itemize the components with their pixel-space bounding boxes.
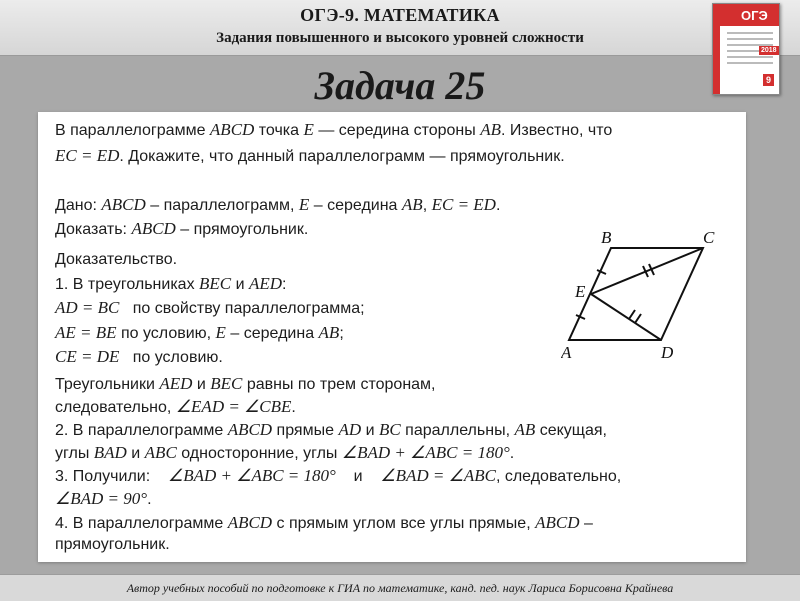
book-year-badge: 2018 (761, 47, 777, 54)
proof-equality-ce-de: CE = DE по условию. (55, 347, 223, 366)
proof-step-2-line-1: 2. В параллелограмме ABCD прямые AD и BC параллельны, AB секущая, (55, 420, 607, 439)
tick-ed-2 (635, 314, 641, 323)
proof-step-2-line-2: углы BAD и ABC односторонние, углы ∠BAD + ∠ABC = 180°. (55, 443, 515, 462)
label-a: A (561, 343, 572, 362)
proof-step-3-line-2: ∠BAD = 90°. (55, 489, 152, 508)
given-line: Дано: ABCD – параллелограмм, E – середина AB, EC = ED. (55, 195, 501, 214)
proof-step-1-intro: 1. В треугольниках BEC и AED: (55, 274, 287, 293)
proof-step-4-line-2: прямоугольник. (55, 536, 170, 553)
label-d: D (661, 343, 674, 362)
footer-author-credit: Автор учебных пособий по подготовке к ГИА по математике, канд. пед. наук Лариса Борисовна Крайнева (126, 581, 674, 595)
header-subtitle: Задания повышенного и высокого уровней сложности (216, 30, 584, 46)
proof-step-4-line-1: 4. В параллелограмме ABCD с прямым углом все углы прямые, ABCD – (55, 513, 593, 532)
slide-title: Задача 25 (314, 63, 486, 108)
tick-ed-1 (629, 310, 635, 319)
book-grade-badge: 9 (763, 74, 774, 86)
label-c: C (703, 230, 715, 247)
proof-angle-conclusion: следовательно, ∠EAD = ∠CBE. (55, 397, 296, 416)
label-b: B (601, 230, 612, 247)
proof-step-3-line-1: 3. Получили: ∠BAD + ∠ABC = 180° и ∠BAD = ∠ABC, следовательно, (55, 466, 622, 485)
problem-card (38, 112, 746, 562)
header-bar (0, 0, 800, 56)
label-e: E (575, 282, 586, 301)
book-title: ОГЭ (741, 8, 768, 23)
proof-congruence-line: Треугольники AED и BEC равны по трем сторонам, (55, 374, 436, 393)
footer-bar (0, 574, 800, 601)
problem-statement-line-1: В параллелограмме ABCD точка E — середина стороны AB. Известно, что (55, 120, 613, 139)
parallelogram-figure (561, 230, 745, 370)
prove-line: Доказать: ABCD – прямоугольник. (55, 219, 309, 238)
header-course-title: ОГЭ-9. МАТЕМАТИКА (300, 5, 500, 25)
proof-equality-ad-bc: AD = BC по свойству параллелограмма; (55, 298, 365, 317)
parallelogram-abcd (569, 248, 703, 340)
problem-statement-line-2: EC = ED. Докажите, что данный параллелограмм — прямоугольник. (55, 146, 565, 165)
proof-heading: Доказательство. (55, 251, 178, 268)
segment-ed (591, 294, 661, 340)
proof-equality-ae-be: AE = BE по условию, E – середина AB; (55, 323, 344, 342)
